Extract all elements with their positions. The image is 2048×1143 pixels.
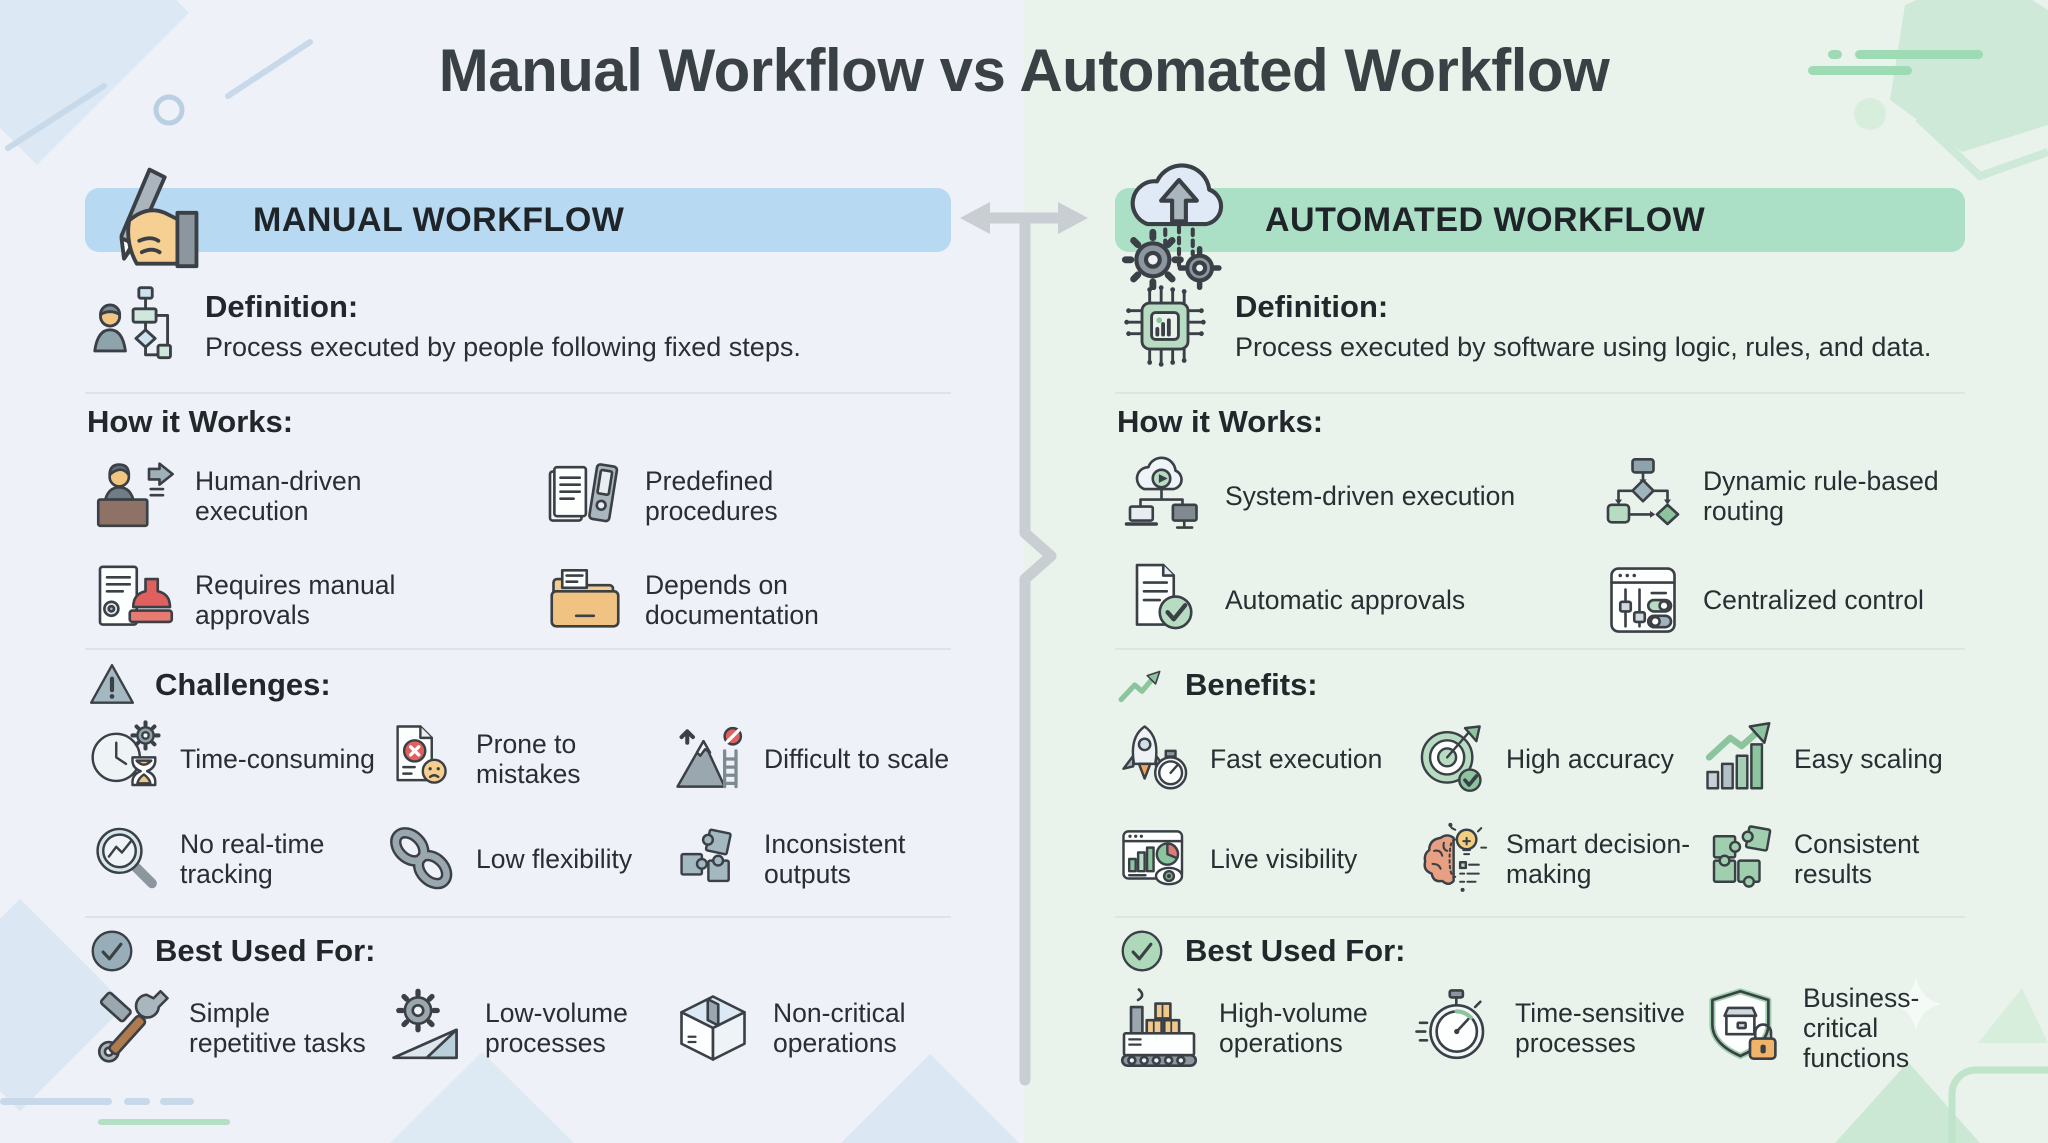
check-circle-gray-icon	[87, 926, 137, 976]
documents-binder-icon	[543, 454, 627, 538]
list-item	[1117, 816, 1413, 902]
item-label: Consistent results	[1794, 828, 1920, 889]
cloud-gears-icon	[1113, 158, 1245, 290]
dashboard-eye-icon	[1117, 820, 1195, 898]
list-item	[543, 556, 951, 644]
manual-how-heading	[87, 404, 293, 440]
flowchart-routing-icon	[1601, 454, 1685, 538]
definition-label: Definition:	[1235, 289, 1389, 324]
manual-challenges-grid	[87, 716, 951, 902]
folder-documents-icon	[543, 558, 627, 642]
list-item	[87, 716, 383, 802]
item-label: Depends on documentation	[645, 569, 819, 630]
item-label: Automatic approvals	[1225, 584, 1466, 615]
mountain-ladder-icon	[671, 720, 749, 798]
stopwatch-icon	[1413, 986, 1497, 1070]
puzzle-consistent-icon	[1701, 820, 1779, 898]
divider-line	[1115, 648, 1965, 650]
list-item	[671, 716, 951, 802]
definition-label: Definition:	[205, 289, 359, 324]
automated-best-heading	[1117, 926, 1405, 976]
manual-workflow-header	[85, 188, 951, 252]
person-desk-arrow-icon	[93, 454, 177, 538]
check-circle-green-icon	[1117, 926, 1167, 976]
item-label: Dynamic rule-based routing	[1703, 465, 1939, 526]
item-label: Business-critical functions	[1803, 982, 1920, 1074]
item-label: Live visibility	[1210, 843, 1358, 874]
list-item	[383, 984, 671, 1072]
item-label: Requires manual approvals	[195, 569, 396, 630]
section-heading-label: How it Works:	[1117, 404, 1324, 439]
item-label: High accuracy	[1506, 743, 1674, 774]
list-item	[1601, 556, 1965, 644]
rocket-stopwatch-icon	[1117, 720, 1195, 798]
list-item	[671, 816, 951, 902]
list-item	[383, 716, 671, 802]
item-label: Centralized control	[1703, 584, 1924, 615]
gear-ramp-icon	[383, 986, 467, 1070]
manual-definition	[89, 280, 951, 372]
microchip-icon	[1119, 280, 1211, 372]
list-item	[1117, 716, 1413, 802]
item-label: Predefined procedures	[645, 465, 778, 526]
bars-growth-icon	[1701, 720, 1779, 798]
person-flowchart-icon	[89, 280, 181, 372]
automated-benefits-heading	[1117, 660, 1318, 710]
item-label: Time-sensitive processes	[1515, 997, 1685, 1058]
automated-workflow-header	[1115, 188, 1965, 252]
item-label: Smart decision-making	[1506, 828, 1691, 889]
shield-lock-icon	[1701, 986, 1785, 1070]
divider-line	[85, 916, 951, 918]
section-heading-label: Best Used For:	[1185, 933, 1406, 968]
page-title: Manual Workflow vs Automated Workflow	[438, 37, 1610, 104]
magnifier-chart-icon	[87, 820, 165, 898]
list-item	[1701, 984, 1965, 1072]
section-heading-label: Best Used For:	[155, 933, 376, 968]
control-panel-icon	[1601, 558, 1685, 642]
item-label: Time-consuming	[180, 743, 375, 774]
list-item	[1123, 452, 1601, 540]
item-label: Low-volume processes	[485, 997, 628, 1058]
item-label: Low flexibility	[476, 843, 633, 874]
automated-workflow-column	[1115, 0, 1965, 1143]
list-item	[1117, 984, 1413, 1072]
list-item	[1413, 716, 1701, 802]
list-item	[1413, 984, 1701, 1072]
definition-text: Process executed by software using logic, rules, and data.	[1235, 332, 1932, 362]
item-label: Simple repetitive tasks	[189, 997, 366, 1058]
list-item	[87, 984, 383, 1072]
automated-benefits-grid	[1117, 716, 1965, 902]
item-label: Prone to mistakes	[476, 728, 581, 789]
item-label: Inconsistent outputs	[764, 828, 906, 889]
automated-definition	[1119, 280, 1965, 372]
automated-how-grid	[1123, 452, 1965, 644]
puzzle-mismatch-icon	[671, 820, 749, 898]
section-heading-label: How it Works:	[87, 404, 294, 439]
growth-arrow-icon	[1117, 660, 1167, 710]
divider-line	[85, 392, 951, 394]
item-label: Easy scaling	[1794, 743, 1943, 774]
document-check-icon	[1123, 558, 1207, 642]
clock-hourglass-icon	[87, 720, 165, 798]
list-item	[87, 816, 383, 902]
list-item	[1601, 452, 1965, 540]
item-label: Non-critical operations	[773, 997, 906, 1058]
automated-how-heading	[1117, 404, 1323, 440]
automated-header-label: AUTOMATED WORKFLOW	[1265, 200, 1706, 239]
section-heading-label: Benefits:	[1185, 667, 1318, 702]
manual-header-label: MANUAL WORKFLOW	[253, 200, 625, 239]
chain-links-icon	[383, 820, 461, 898]
list-item	[93, 452, 543, 540]
target-check-icon	[1413, 720, 1491, 798]
divider-line	[1115, 916, 1965, 918]
list-item	[93, 556, 543, 644]
list-item	[1123, 556, 1601, 644]
list-item	[543, 452, 951, 540]
hammer-wrench-icon	[87, 986, 171, 1070]
warning-triangle-icon	[87, 660, 137, 710]
item-label: High-volume operations	[1219, 997, 1368, 1058]
manual-best-heading	[87, 926, 375, 976]
error-document-icon	[383, 720, 461, 798]
brain-bulb-icon	[1413, 820, 1491, 898]
manual-workflow-column	[85, 0, 951, 1143]
manual-how-grid	[93, 452, 951, 644]
item-label: System-driven execution	[1225, 480, 1516, 511]
manual-challenges-heading	[87, 660, 331, 710]
list-item	[1701, 716, 1965, 802]
item-label: Fast execution	[1210, 743, 1383, 774]
divider-line	[1115, 392, 1965, 394]
list-item	[1701, 816, 1965, 902]
divider-line	[85, 648, 951, 650]
cloud-devices-icon	[1123, 454, 1207, 538]
factory-icon	[1117, 986, 1201, 1070]
item-label: Difficult to scale	[764, 743, 950, 774]
list-item	[1413, 816, 1701, 902]
list-item	[671, 984, 951, 1072]
list-item	[383, 816, 671, 902]
item-label: Human-driven execution	[195, 465, 362, 526]
automated-best-row	[1117, 984, 1965, 1072]
definition-text: Process executed by people following fixed steps.	[205, 332, 801, 362]
document-stamp-icon	[93, 558, 177, 642]
package-box-icon	[671, 986, 755, 1070]
hand-writing-icon	[91, 162, 213, 284]
manual-best-row	[87, 984, 951, 1072]
item-label: No real-time tracking	[180, 828, 325, 889]
section-heading-label: Challenges:	[155, 667, 331, 702]
